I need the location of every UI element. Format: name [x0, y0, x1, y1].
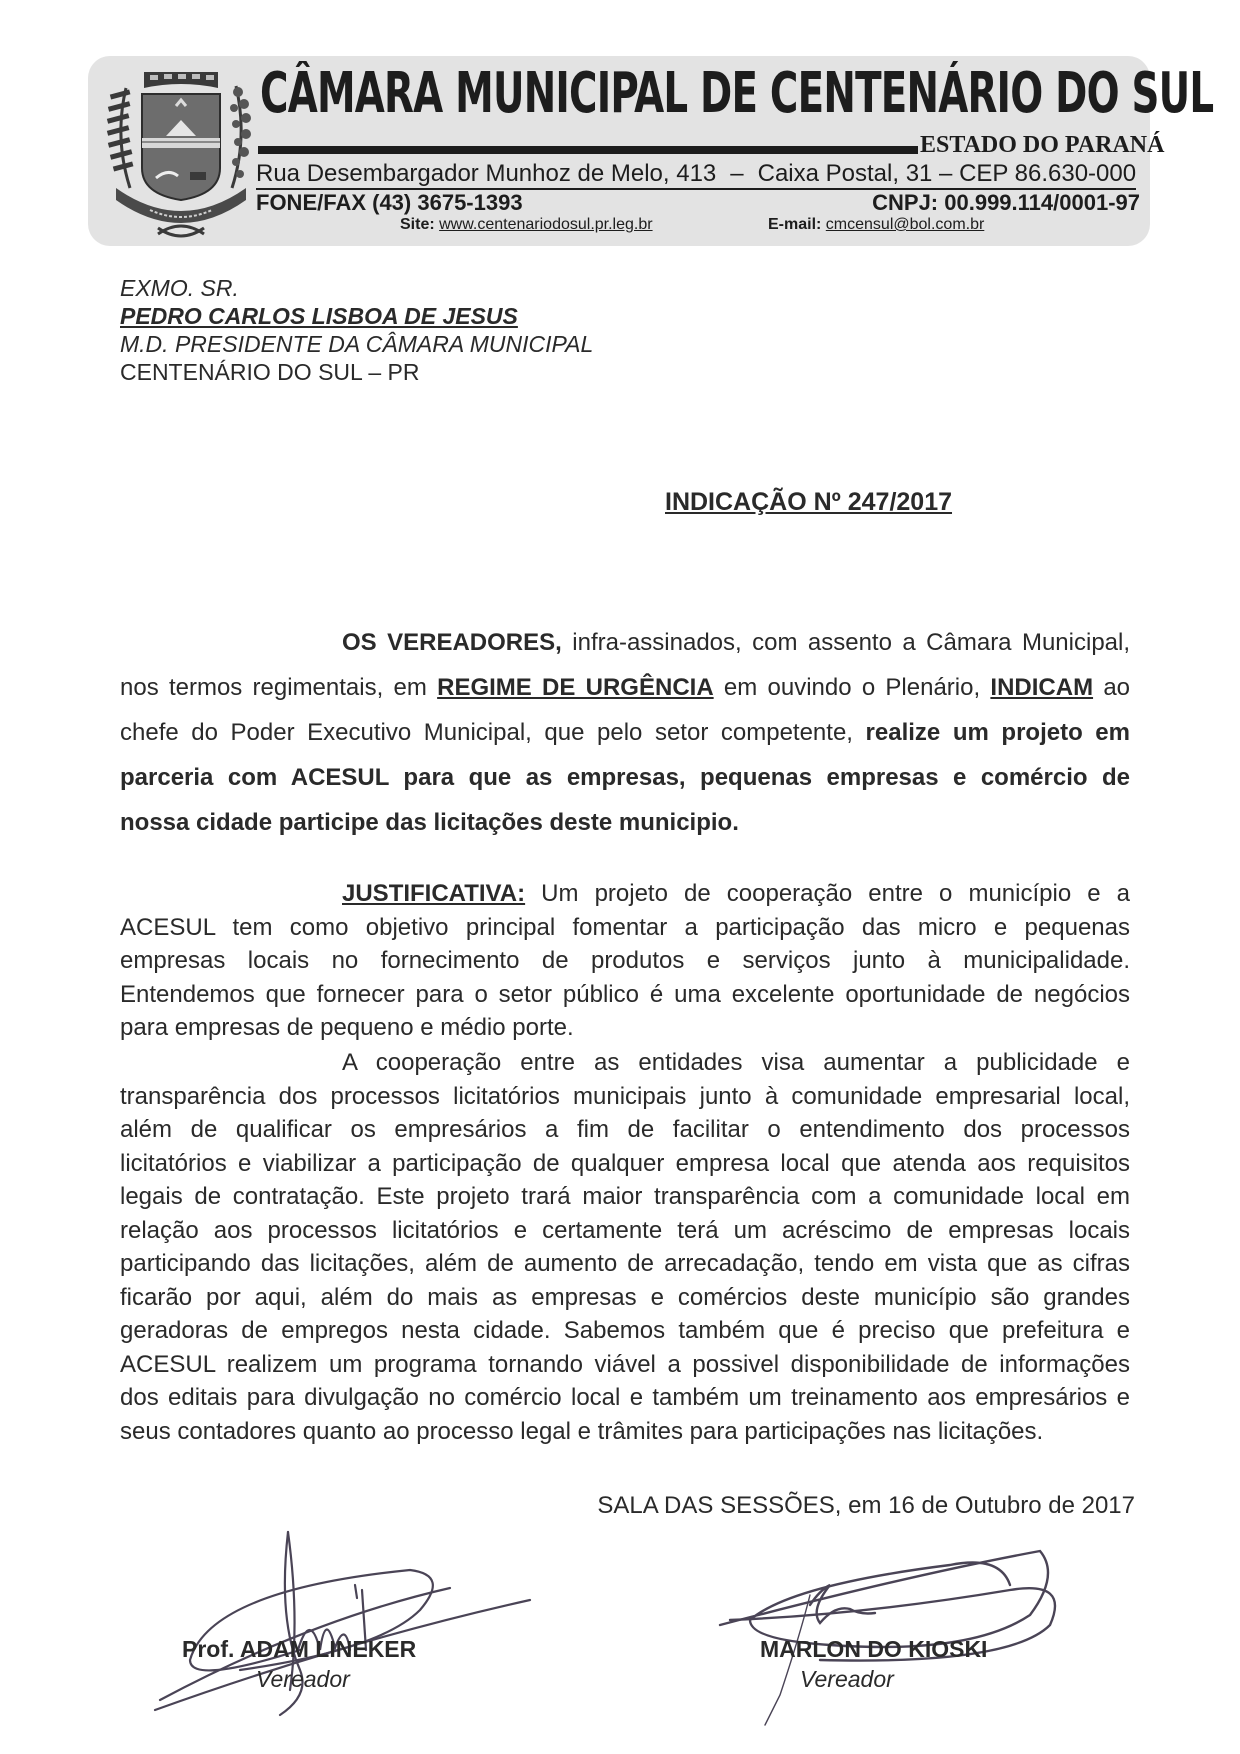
justification-line: A cooperação entre as entidades visa aumentar a publicidade e: [342, 1049, 1130, 1076]
signature-adam-lineker-icon: [150, 1500, 550, 1730]
letterhead-title: CÂMARA MUNICIPAL DE CENTENÁRIO DO SUL: [260, 61, 1214, 126]
justification-line: Entendemos que fornecer para o setor público é uma excelente oportunidade de negócios: [120, 980, 1130, 1008]
indication-text: nos termos regimentais, em: [120, 674, 438, 701]
justification-line: licitatórios e viabilizar a participação de qualquer empresa local que atenda aos requisitos: [120, 1149, 1130, 1177]
letterhead-divider: [258, 146, 918, 154]
email-link[interactable]: cmcensul@bol.com.br: [825, 216, 985, 233]
address-postal: Caixa Postal, 31 – CEP 86.630-000: [757, 160, 1137, 187]
indication-paragraph: [120, 620, 1130, 845]
letterhead-site: [400, 216, 653, 234]
addressee-salutation: EXMO. SR.: [120, 275, 239, 301]
justification-label: JUSTIFICATIVA:: [342, 880, 526, 907]
indication-emphasis: realize um projeto em: [865, 719, 1130, 746]
addressee-name: PEDRO CARLOS LISBOA DE JESUS: [120, 303, 518, 329]
email-label: E-mail:: [768, 216, 822, 233]
justification-line: seus contadores quanto ao processo legal e trâmites para participações nas licitações.: [120, 1417, 1044, 1445]
site-link[interactable]: www.centenariodosul.pr.leg.br: [439, 216, 653, 233]
justification-line: participando das licitações, além de aumento de arrecadação, tendo em vista que as cifras: [120, 1250, 1130, 1277]
address-street: Rua Desembargador Munhoz de Melo, 413: [256, 160, 717, 187]
signatory-2-name: MARLON DO KIOSKI: [760, 1636, 988, 1662]
indication-text: em ouvindo o Plenário,: [713, 674, 991, 701]
signatory-1-name: Prof. ADAM LINEKER: [182, 1636, 417, 1662]
signature-marlon-do-kioski-icon: [710, 1515, 1130, 1735]
indication-line: [120, 665, 1130, 710]
session-date: SALA DAS SESSÕES, em 16 de Outubro de 2017: [597, 1492, 1135, 1519]
justification-line: [120, 877, 1130, 911]
justification-text: Um projeto de cooperação entre o município e a: [525, 880, 1130, 907]
justification-line: ficarão por aqui, além do mais as empresas e comércios deste município são grandes: [120, 1283, 1130, 1311]
signatory-1-role: Vereador: [256, 1666, 350, 1692]
letterhead-email: [768, 216, 984, 234]
coat-of-arms-icon: [96, 58, 266, 244]
justification-line: para empresas de pequeno e médio porte.: [120, 1014, 574, 1041]
justification-line: relação aos processos licitatórios e certamente terá um acréscimo de empresas locais: [120, 1216, 1130, 1244]
indication-line: parceria com ACESUL para que as empresas, pequenas empresas e comércio de: [120, 764, 1130, 791]
address-separator: –: [730, 160, 744, 187]
urgency-label: REGIME DE URGÊNCIA: [437, 674, 714, 701]
justification-line: geradoras de empregos nesta cidade. Sabemos também que é preciso que prefeitura e: [120, 1317, 1130, 1344]
site-label: Site:: [400, 216, 435, 233]
letterhead-state: ESTADO DO PARANÁ: [920, 132, 1165, 158]
indication-line: [120, 710, 1130, 755]
justification-line: legais de contratação. Este projeto trará maior transparência com a comunidade local em: [120, 1183, 1130, 1210]
justification-line: ACESUL realizem um programa tornando viável a possivel disponibilidade de informações: [120, 1350, 1130, 1378]
letterhead-address: [256, 160, 1136, 190]
vereadores-label: OS VEREADORES,: [342, 629, 562, 656]
indication-line: nossa cidade participe das licitações deste municipio.: [120, 809, 739, 836]
letterhead-cnpj: CNPJ: 00.999.114/0001-97: [872, 190, 1140, 215]
indication-line: [120, 620, 1130, 665]
document-title: INDICAÇÃO Nº 247/2017: [665, 488, 953, 516]
addressee-role: M.D. PRESIDENTE DA CÂMARA MUNICIPAL: [120, 331, 594, 357]
letterhead-phone: FONE/FAX (43) 3675-1393: [256, 190, 523, 215]
indicam-label: INDICAM: [990, 674, 1094, 701]
indication-text: infra-assinados, com assento a Câmara Municipal,: [561, 629, 1131, 656]
signatory-2-role: Vereador: [800, 1666, 894, 1692]
justification-line: dos editais para divulgação no comércio local e também um treinamento aos empresários e: [120, 1384, 1130, 1411]
indication-text: chefe do Poder Executivo Municipal, que pelo setor competente,: [120, 719, 866, 746]
indication-text: ao: [1093, 674, 1131, 701]
justification-paragraph-2: [120, 1046, 1130, 1448]
addressee-city: CENTENÁRIO DO SUL – PR: [120, 359, 420, 385]
justification-line: além de qualificar os empresários a fim de facilitar o entendimento dos processos: [120, 1116, 1130, 1143]
justification-paragraph: [120, 877, 1130, 1045]
justification-line: ACESUL tem como objetivo principal fomentar a participação das micro e pequenas: [120, 913, 1130, 941]
justification-line: transparência dos processos licitatórios municipais junto à comunidade empresarial local,: [120, 1082, 1130, 1110]
justification-line: empresas locais no fornecimento de produtos e serviços junto à municipalidade.: [120, 947, 1130, 974]
